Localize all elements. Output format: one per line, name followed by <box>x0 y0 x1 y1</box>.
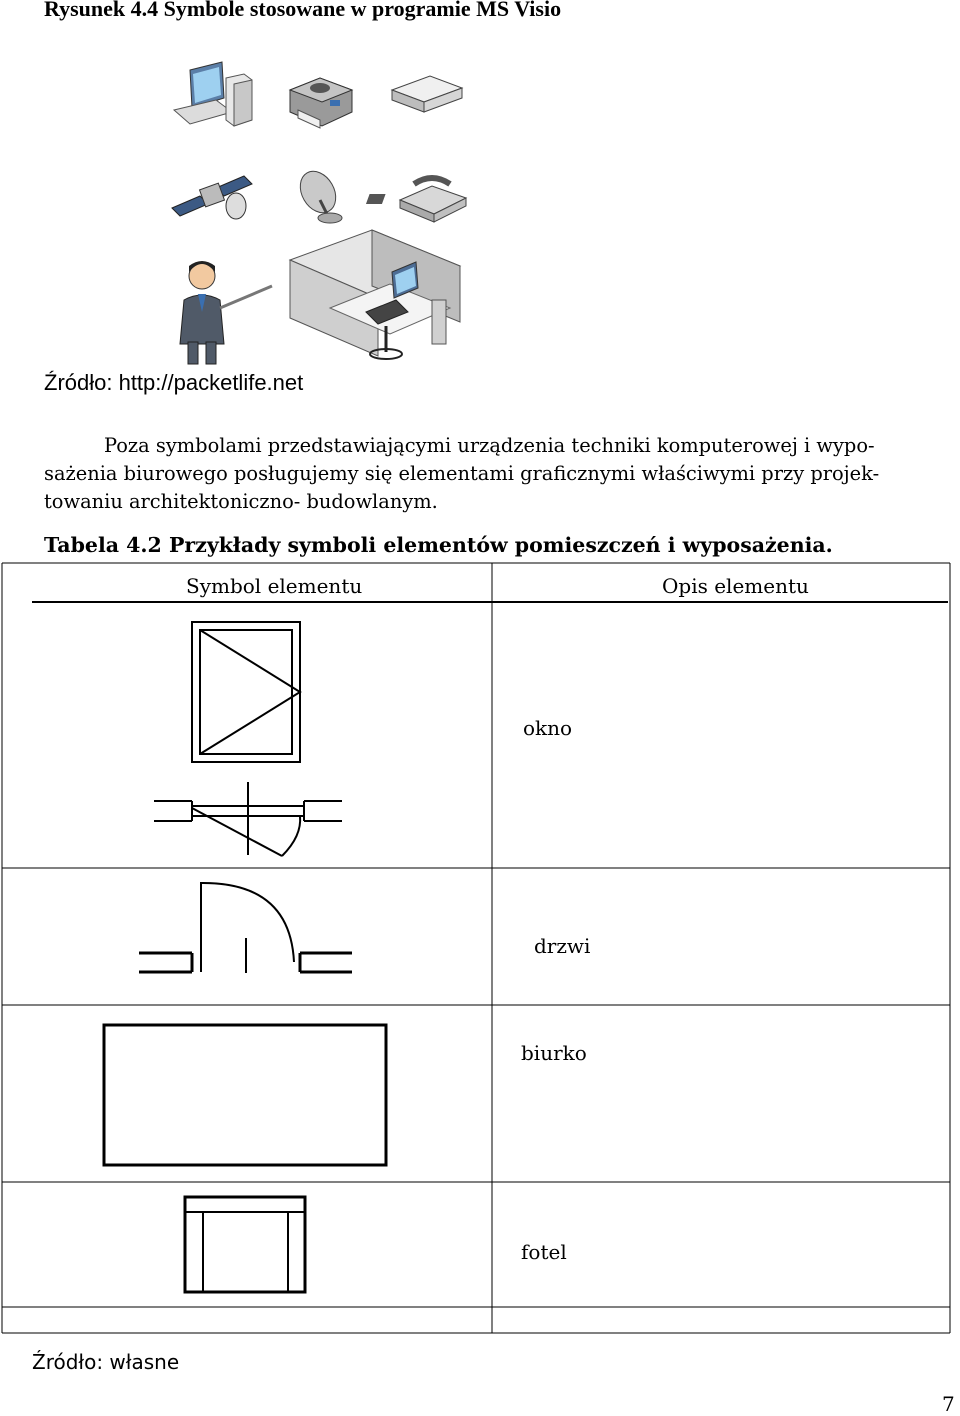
computer-icon <box>174 62 252 126</box>
figure-source: Źródło: http://packetlife.net <box>44 370 304 395</box>
table-cell-description: biurko <box>521 1041 587 1065</box>
table-cell-description: drzwi <box>534 934 591 958</box>
table-cell-description: okno <box>523 716 573 740</box>
satellite-dish-icon <box>293 165 343 223</box>
table-source: Źródło: własne <box>32 1350 180 1374</box>
page-number: 7 <box>942 1392 955 1416</box>
desk-symbol-icon <box>104 1025 386 1165</box>
door-symbol-icon <box>139 882 352 973</box>
armchair-symbol-icon <box>185 1197 305 1292</box>
paragraph-line: Poza symbolami przedstawiającymi urządzenia techniki komputerowej i wypo- <box>104 434 875 457</box>
telephone-icon <box>366 178 466 222</box>
satellite-icon <box>172 176 252 219</box>
printer-icon <box>290 78 352 128</box>
visio-symbols-figure <box>160 50 480 370</box>
table-cell-description: fotel <box>521 1240 567 1264</box>
figure-title: Rysunek 4.4 Symbole stosowane w programie MS Visio <box>44 0 562 21</box>
paragraph-line: sażenia biurowego posługujemy się elementami graficznymi właściwymi przy projek- <box>44 462 880 485</box>
window-symbol-icon <box>154 622 342 856</box>
presenter-person-icon <box>180 261 272 364</box>
office-cubicle-icon <box>290 230 460 359</box>
table-header-symbol: Symbol elementu <box>186 574 363 598</box>
table-caption: Tabela 4.2 Przykłady symboli elementów pomieszczeń i wyposażenia. <box>44 533 833 557</box>
paragraph-line: towaniu architektoniczno- budowlanym. <box>44 490 438 513</box>
body-paragraph <box>44 432 952 516</box>
table-header-description: Opis elementu <box>662 574 809 598</box>
network-device-icon <box>392 76 462 112</box>
